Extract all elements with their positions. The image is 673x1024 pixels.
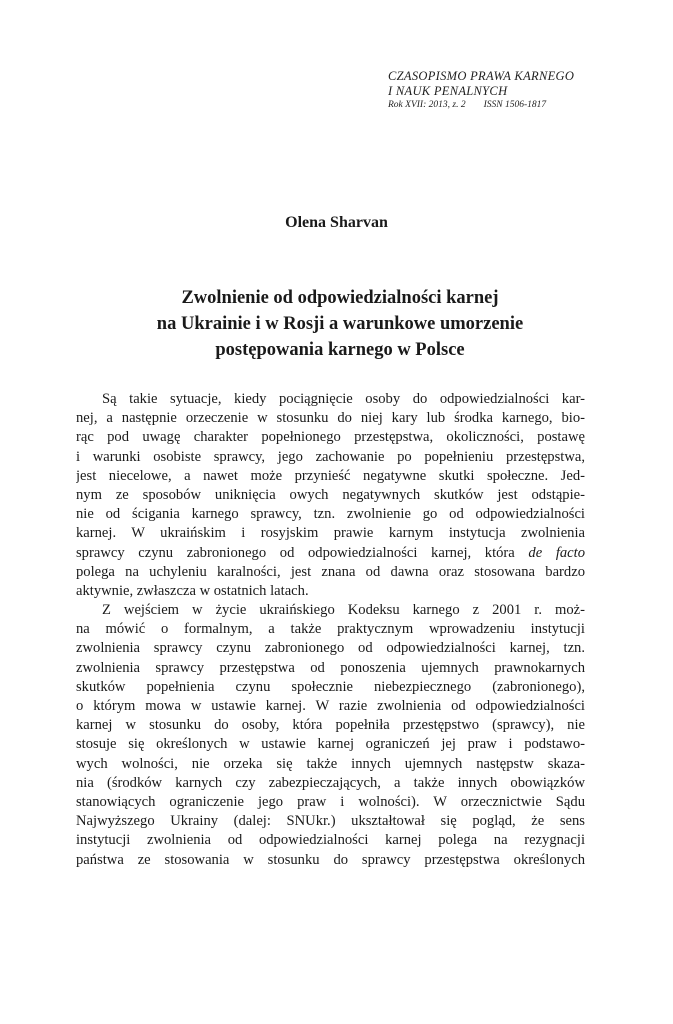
article-body (76, 390, 585, 870)
text-line-with-italic (76, 544, 585, 563)
text-line: aktywnie, zwłaszcza w ostatnich latach. (76, 582, 309, 599)
journal-issue: Rok XVII: 2013, z. 2 (388, 100, 466, 110)
text-line: Są takie sytuacje, kiedy pociągnięcie osoby do odpowiedzialności kar- (102, 391, 585, 407)
text-line: Najwyższego Ukrainy (dalej: SNUkr.) ukształtował się pogląd, że sens (76, 813, 585, 830)
text-line: instytucji zwolnienia od odpowiedzialności karnej polega na rezygnacji (76, 832, 585, 849)
title-line: Zwolnienie od odpowiedzialności karnej (181, 288, 499, 308)
text-line: zwolnienia sprawcy przestępstwa od ponoszenia ujemnych prawnokarnych (76, 659, 585, 676)
italic-term: de facto (528, 544, 585, 561)
journal-issn: ISSN 1506-1817 (483, 100, 547, 110)
text-segment: sprawcy czynu zabronionego od odpowiedzialności karnej, która (76, 544, 515, 561)
text-line: zwolnienia sprawcy czynu zabronionego od odpowiedzialności karnej, tzn. (76, 640, 585, 657)
article-author: Olena Sharvan (285, 214, 388, 231)
title-line: na Ukrainie i w Rosji a warunkowe umorzenie (156, 314, 524, 334)
text-line: stosuje się określonych w ustawie karnej ograniczeń jej praw i podstawo- (76, 736, 585, 753)
text-line: i warunki osobiste sprawcy, jego zachowanie po popełnieniu przestępstwa, (76, 448, 585, 465)
text-line: stanowiących ograniczenie jego praw i wolności). W orzecznictwie Sądu (76, 793, 585, 810)
journal-header (388, 69, 648, 111)
text-line: karnej. W ukraińskim i rosyjskim prawie karnym instytucja zwolnienia (76, 525, 585, 542)
text-line: wych wolności, nie orzeka się także innych ujemnych następstw skaza- (76, 755, 585, 772)
text-line: państwa ze stosowania w stosunku do sprawcy przestępstwa określonych (76, 851, 585, 868)
text-line: skutków popełnienia czynu społecznie niebezpiecznego (zabronionego), (76, 678, 585, 695)
text-line: na mówić o formalnym, a także praktycznym wprowadzeniu instytucji (76, 621, 585, 638)
text-line: Z wejściem w życie ukraińskiego Kodeksu karnego z 2001 r. moż- (102, 602, 585, 619)
journal-meta (388, 99, 648, 111)
text-line: rąc pod uwagę charakter popełnionego przestępstwa, okoliczności, postawę (76, 429, 585, 446)
text-line: o którym mowa w ustawie karnej. W razie zwolnienia od odpowiedzialności (76, 698, 585, 714)
paragraph-1 (76, 390, 585, 601)
text-line: nie od ścigania karnego sprawcy, tzn. zwolnienie go od odpowiedzialności (76, 506, 585, 523)
article-title (60, 285, 620, 363)
text-line: nym ze sposobów uniknięcia owych negatywnych skutków jest odstąpie- (76, 486, 585, 503)
text-line: jest niecelowe, a nawet może przynieść negatywne skutki społeczne. Jed- (76, 467, 585, 484)
text-line: nej, a następnie orzeczenie w stosunku do niej kary lub środka karnego, bio- (76, 410, 585, 427)
text-line: polega na uchyleniu karalności, jest znana od dawna oraz stosowana bardzo (76, 563, 585, 580)
title-line: postępowania karnego w Polsce (215, 340, 465, 360)
journal-name-line1: CZASOPISMO PRAWA KARNEGO (388, 69, 575, 83)
text-line: nia (środków karnych czy zabezpieczających, a także innych obowiązków (76, 774, 585, 791)
paragraph-2 (76, 601, 585, 870)
text-line: karnej w stosunku do osoby, która popełniła przestępstwo (sprawcy), nie (76, 717, 585, 734)
journal-name-line2: I NAUK PENALNYCH (388, 83, 508, 98)
